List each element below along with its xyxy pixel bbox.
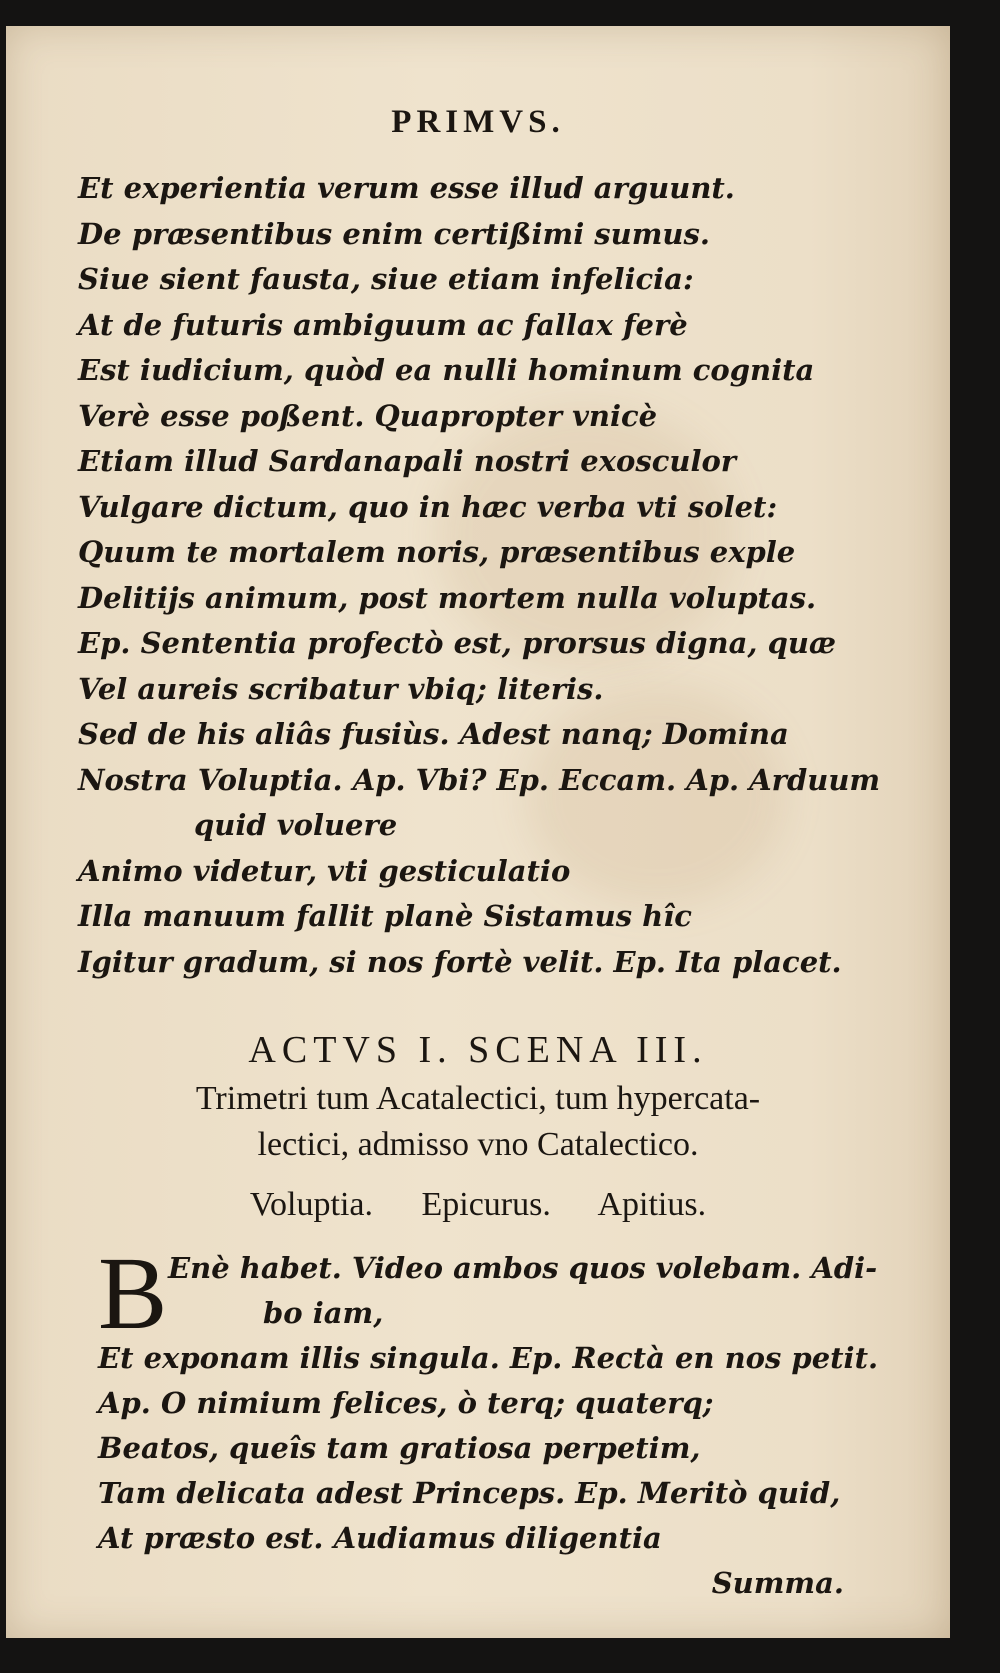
- verse-line: Siue sient fausta, siue etiam infelicia:: [78, 262, 694, 296]
- verse-line: Nostra Voluptia. Ap. Vbi? Ep. Eccam. Ap. Arduum: [78, 762, 881, 797]
- dialogue-line: At præsto est. Audiamus diligentia: [98, 1521, 662, 1555]
- dramatis-personae: [6, 1182, 950, 1228]
- dialogue-line: Tam delicata adest Princeps. Ep. Meritò quid,: [98, 1476, 841, 1510]
- person-name: Voluptia.: [249, 1186, 373, 1223]
- running-head: PRIMVS.: [391, 104, 565, 140]
- dialogue-line: Et exponam illis singula. Ep. Rectà en nos petit.: [98, 1341, 879, 1375]
- verse-line: Est iudicium, quòd ea nulli hominum cognita: [78, 353, 815, 387]
- verse-line: Sed de his aliâs fusiùs. Adest nanq; Domina: [78, 717, 789, 751]
- verse-line-continuation: quid voluere: [194, 808, 398, 842]
- dialogue-line: Enè habet. Video ambos quos volebam. Adi-: [168, 1251, 878, 1285]
- verse-line: De præsentibus enim certißimi sumus.: [78, 216, 710, 251]
- dialogue-line-continuation: bo iam,: [263, 1296, 384, 1330]
- person-name: Epicurus.: [421, 1186, 551, 1223]
- dialogue-block: [98, 1236, 918, 1561]
- dialogue-line: Beatos, queîs tam gratiosa perpetim,: [98, 1431, 701, 1465]
- drop-cap: B: [98, 1236, 168, 1351]
- verse-line: Vulgare dictum, quo in hæc verba vti solet:: [78, 489, 778, 524]
- catchword: Summa.: [711, 1566, 844, 1600]
- verse-line: Animo videtur, vti gesticulatio: [78, 853, 571, 888]
- verse-line: At de futuris ambiguum ac fallax ferè: [78, 307, 688, 342]
- verse-line: Igitur gradum, si nos fortè velit. Ep. Ita placet.: [78, 944, 842, 979]
- verse-block: [78, 166, 898, 985]
- verse-line: Vel aureis scribatur vbiq; literis.: [78, 671, 604, 706]
- verse-line: Verè esse poßent. Quapropter vnicè: [78, 398, 658, 433]
- scene-heading: [6, 1024, 950, 1228]
- verse-line: Delitijs animum, post mortem nulla voluptas.: [78, 580, 817, 615]
- verse-line: Illa manuum fallit planè Sistamus hîc: [78, 899, 692, 933]
- scene-title: ACTVS I. SCENA III.: [248, 1029, 708, 1071]
- meter-note-line: Trimetri tum Acatalectici, tum hypercata-: [195, 1080, 761, 1117]
- verse-line: Et experientia verum esse illud arguunt.: [78, 171, 735, 205]
- verse-line: Quum te mortalem noris, præsentibus exple: [78, 535, 796, 569]
- verse-line: Etiam illud Sardanapali nostri exosculor: [78, 444, 737, 478]
- book-page: [6, 26, 950, 1638]
- dialogue-line: Ap. O nimium felices, ò terq; quaterq;: [98, 1386, 714, 1420]
- verse-line: Ep. Sententia profectò est, prorsus digna, quæ: [78, 626, 836, 660]
- meter-note-line: lectici, admisso vno Catalectico.: [257, 1126, 699, 1163]
- person-name: Apitius.: [597, 1186, 707, 1223]
